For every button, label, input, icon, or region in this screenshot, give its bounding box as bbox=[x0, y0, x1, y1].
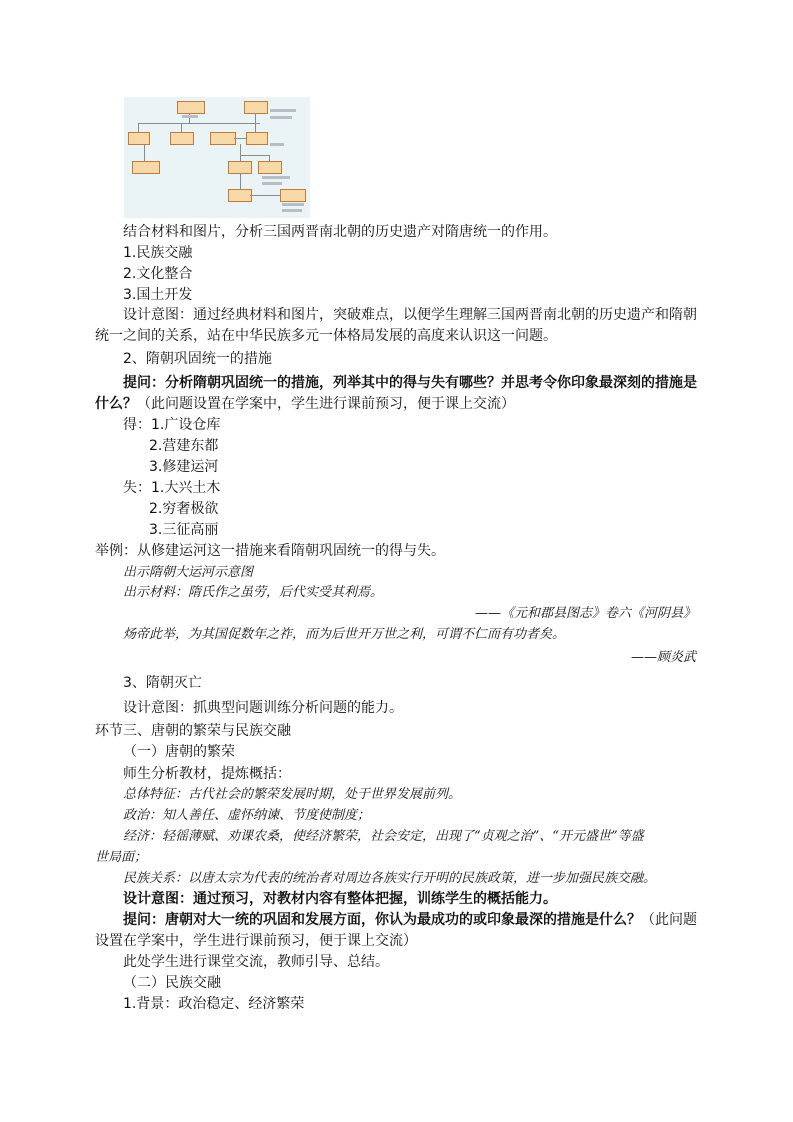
material-line: 出示隋朝大运河示意图 bbox=[123, 565, 254, 580]
question-text: 提问：唐朝对大一统的巩固和发展方面，你认为最成功的或印象最深的措施是什么？ bbox=[123, 912, 641, 928]
diagram-node bbox=[132, 161, 160, 174]
list-item: 失：1.大兴土木 bbox=[123, 480, 221, 496]
paragraph-line: 举例：从修建运河这一措施来看隋朝巩固统一的得与失。 bbox=[95, 543, 445, 559]
paragraph-line: 统一之间的关系，站在中华民族多元一体格局发展的高度来认识这一问题。 bbox=[95, 328, 557, 344]
summary-line: 总体特征：古代社会的繁荣发展时期，处于世界发展前列。 bbox=[123, 787, 462, 802]
question-note: （此问题设置在学案中，学生进行课前预习，便于课上交流） bbox=[137, 396, 515, 412]
section-heading: 2、隋朝巩固统一的措施 bbox=[123, 351, 272, 367]
summary-line: 民族关系：以唐太宗为代表的统治者对周边各族实行开明的民族政策，进一步加强民族交融。 bbox=[123, 871, 657, 886]
question-line: 设置在学案中，学生进行课前预习，便于课上交流） bbox=[95, 933, 417, 949]
diagram-node bbox=[280, 189, 306, 202]
section-heading: 3、隋朝灭亡 bbox=[123, 675, 202, 691]
diagram-node bbox=[244, 101, 268, 114]
paragraph-line: 设计意图：通过经典材料和图片，突破难点，以便学生理解三国两晋南北朝的历史遗产和隋朝 bbox=[123, 307, 697, 323]
question-line bbox=[95, 394, 515, 414]
citation: ——《元和郡县图志》卷六《河阴县》 bbox=[474, 606, 696, 621]
material-line: 炀帝此举，为其国促数年之祚，而为后世开万世之利，可谓不仁而有功者矣。 bbox=[123, 627, 566, 642]
question-note: （此问题 bbox=[641, 912, 697, 928]
citation: ——顾炎武 bbox=[630, 650, 696, 665]
design-intent: 设计意图：通过预习，对教材内容有整体把握，训练学生的概括能力。 bbox=[123, 891, 557, 907]
list-item: 得：1.广设仓库 bbox=[123, 417, 221, 433]
family-diagram-image bbox=[124, 97, 310, 218]
list-item: 2.穷奢极欲 bbox=[149, 501, 219, 517]
diagram-node bbox=[258, 161, 282, 174]
question-line: 提问：分析隋朝巩固统一的措施，列举其中的得与失有哪些？并思考令你印象最深刻的措施是 bbox=[123, 375, 697, 391]
question-text: 什么？ bbox=[95, 396, 137, 412]
list-item: 2.营建东都 bbox=[149, 438, 219, 454]
paragraph-line: 此处学生进行课堂交流，教师引导、总结。 bbox=[123, 954, 389, 970]
summary-line: 经济：轻徭薄赋、劝课农桑，使经济繁荣，社会安定，出现了“贞观之治”、“开元盛世”等盛 bbox=[123, 829, 644, 844]
subsection-heading: （二）民族交融 bbox=[123, 975, 221, 991]
material-line: 出示材料：隋氏作之虽劳，后代实受其利焉。 bbox=[123, 585, 384, 600]
section-heading: 环节三、唐朝的繁荣与民族交融 bbox=[95, 723, 291, 739]
list-item: 3.修建运河 bbox=[149, 459, 219, 475]
summary-line: 世局面； bbox=[95, 850, 148, 865]
diagram-node bbox=[210, 132, 236, 145]
list-item: 3.三征高丽 bbox=[149, 522, 219, 538]
list-item: 1.背景：政治稳定、经济繁荣 bbox=[123, 996, 305, 1012]
paragraph-line: 结合材料和图片，分析三国两晋南北朝的历史遗产对隋唐统一的作用。 bbox=[123, 224, 557, 240]
question-line bbox=[123, 910, 697, 930]
list-item: 3.国土开发 bbox=[123, 287, 193, 303]
diagram-node bbox=[177, 101, 205, 114]
diagram-node bbox=[170, 132, 194, 145]
list-item: 2.文化整合 bbox=[123, 266, 193, 282]
paragraph-line: 师生分析教材，提炼概括： bbox=[123, 766, 291, 782]
diagram-node bbox=[128, 132, 150, 145]
diagram-node bbox=[246, 132, 268, 145]
paragraph-line: 设计意图：抓典型问题训练分析问题的能力。 bbox=[123, 700, 403, 716]
subsection-heading: （一）唐朝的繁荣 bbox=[123, 744, 235, 760]
diagram-node bbox=[228, 189, 252, 202]
summary-line: 政治：知人善任、虚怀纳谏、节度使制度； bbox=[123, 808, 371, 823]
list-item: 1.民族交融 bbox=[123, 245, 193, 261]
